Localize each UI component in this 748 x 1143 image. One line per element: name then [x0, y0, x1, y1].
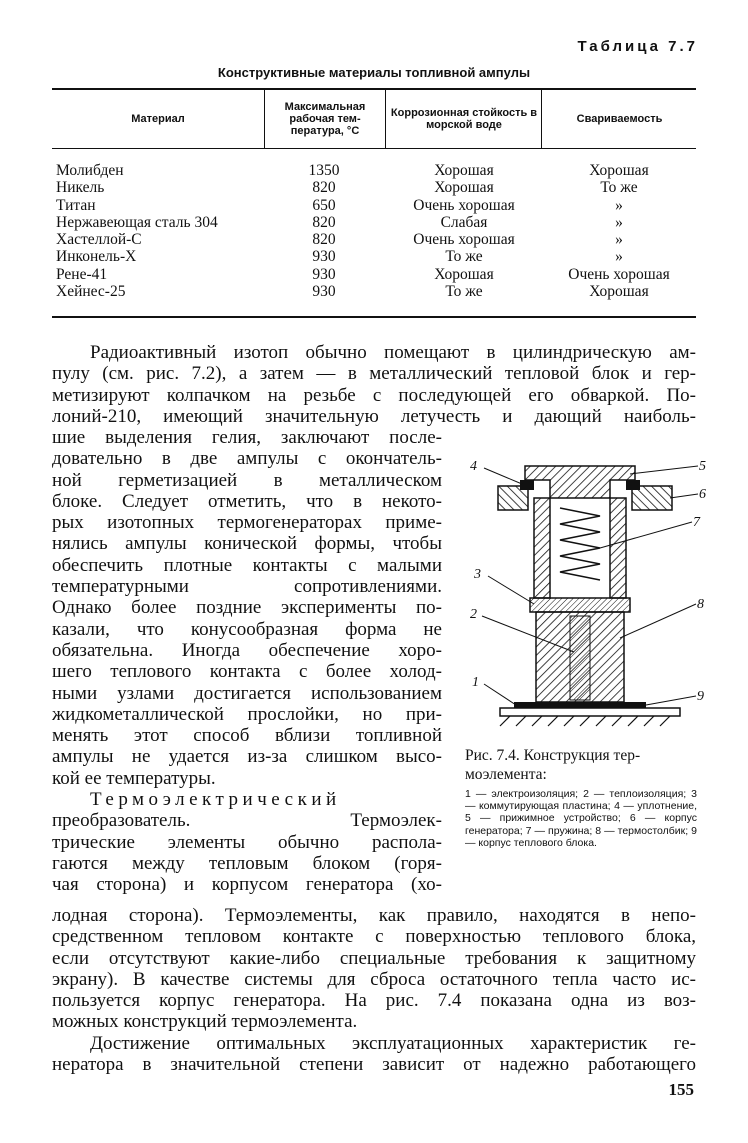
label-6: 6: [699, 487, 706, 502]
thermoelement-diagram: [470, 458, 710, 738]
text-line: пулу (см. рис. 7.2), а затем — в металлический тепловой блок и гер-: [52, 363, 696, 385]
label-2: 2: [470, 607, 477, 622]
cell-material: Хастеллой-С: [56, 231, 142, 249]
text-line: ными узлами достигается использованием: [52, 682, 442, 704]
cell-corrosion: То же: [445, 248, 483, 266]
figure-caption-title: Рис. 7.4. Конструкция тер-моэлемента:: [465, 747, 641, 783]
cell-corrosion: Слабая: [440, 213, 488, 231]
cell-weldability: »: [615, 213, 623, 231]
cell-corrosion: Хорошая: [434, 265, 494, 283]
section-heading: Термоэлектрический: [90, 789, 341, 811]
cell-temperature: 930: [312, 283, 336, 301]
thermal-insulation: [570, 616, 590, 700]
cell-temperature: 820: [312, 213, 336, 231]
figure-caption-legend: 1 — электроизоляция; 2 — теплоизоляция; 3 — коммутирующая пластина; 4 — уплотнение, 5 — прижимное устройство; 6 — корпус генератора; 7 — пружина; 8 — термостолбик; 9 — корпус теплового блока.: [465, 788, 697, 849]
text-line: метизируют колпачком на резьбе с последующей его обваркой. По-: [52, 384, 696, 406]
text-line: рых изотопных термогенераторах приме-: [52, 512, 442, 534]
label-9: 9: [697, 689, 704, 704]
header-material: Материал: [131, 113, 185, 125]
text-line: ампулы не удается из-за слишком высо-: [52, 746, 442, 768]
electrical-insulation: [514, 702, 646, 708]
cell-material: Хейнес-25: [56, 283, 126, 301]
cell-material: Молибден: [56, 162, 124, 179]
table-body: [52, 162, 696, 300]
text-line: экрану). В качестве системы для сброса остаточного тепла часто ис-: [52, 968, 696, 990]
label-3: 3: [474, 567, 481, 582]
text-line: чая сторона) и корпусом генератора (хо-: [52, 874, 442, 896]
text-line: жидкометаллической прослойки, но при-: [52, 703, 442, 725]
table-row: [52, 197, 696, 214]
label-5: 5: [699, 459, 706, 474]
text-line: менять этот способ вблизи топливной: [52, 725, 442, 747]
cell-weldability: Очень хорошая: [568, 265, 670, 283]
text-line: обязательна. Иногда обеспечение хоро-: [52, 639, 442, 661]
header-weldability: Свариваемость: [576, 113, 663, 125]
cell-material: Титан: [56, 196, 96, 214]
cell-material: Нержавеющая сталь 304: [56, 213, 218, 231]
text-line: если отсутствуют какие-либо специальные требования к защитному: [52, 947, 696, 969]
label-4: 4: [470, 459, 477, 474]
text-line: можных конструкций термоэлемента.: [52, 1011, 358, 1033]
page-number: 155: [668, 1080, 694, 1099]
paragraph-1-narrow: [52, 427, 442, 896]
text-line: преобразователь. Термоэлек-: [52, 810, 442, 832]
table-row: [52, 179, 696, 196]
text-line: обеспечить плотные контакты с малыми: [52, 554, 442, 576]
header-corrosion-resistance: Коррозионная стойкость в морской воде: [390, 107, 538, 131]
cell-temperature: 930: [312, 248, 336, 266]
label-8: 8: [697, 597, 704, 612]
table-row: [52, 214, 696, 231]
cell-material: Инконель-X: [56, 248, 137, 266]
text-line: температурными сопротивлениями.: [52, 576, 442, 598]
text-line: казали, что конусообразная форма не: [52, 618, 442, 640]
text-line: средственном тепловом контакте с поверхностью теплового блока,: [52, 926, 696, 948]
text-line: нялись ампулы конической формы, чтобы: [52, 533, 442, 555]
table-row: [52, 231, 696, 248]
label-7: 7: [693, 515, 700, 530]
cell-corrosion: Хорошая: [434, 179, 494, 197]
cell-material: Рене-41: [56, 265, 108, 283]
table-number: Таблица 7.7: [577, 38, 698, 55]
text-line: шего теплового контакта с более холод-: [52, 661, 442, 683]
text-line: блоке. Следует отметить, что в некото-: [52, 490, 442, 512]
seal-left: [520, 480, 534, 490]
cell-weldability: »: [615, 231, 623, 249]
text-line: Достижение оптимальных эксплуатационных характеристик ге-: [90, 1032, 696, 1054]
table-row: [52, 283, 696, 300]
spring: [560, 508, 600, 580]
cell-weldability: »: [615, 248, 623, 266]
cell-weldability: То же: [600, 179, 638, 197]
text-line: Однако более поздние эксперименты по-: [52, 597, 442, 619]
cell-corrosion: Хорошая: [434, 162, 494, 179]
cell-corrosion: Очень хорошая: [413, 196, 515, 214]
cell-weldability: Хорошая: [589, 283, 649, 301]
text-line: лоний-210, имеющий значительную летучесть и дающий наиболь-: [52, 405, 696, 427]
label-1: 1: [472, 675, 479, 690]
cell-corrosion: Очень хорошая: [413, 231, 515, 249]
cell-temperature: 820: [312, 179, 336, 197]
materials-table: [52, 88, 696, 318]
text-line: нератора в значительной степени зависит от надежно работающего: [52, 1054, 696, 1076]
table-row: [52, 248, 696, 265]
text-line: гаются между тепловым блоком (горя-: [52, 852, 442, 874]
cell-temperature: 1350: [308, 162, 340, 179]
cell-weldability: »: [615, 196, 623, 214]
table-row: [52, 162, 696, 179]
text-line: довательно в две ампулы с окончатель-: [52, 448, 442, 470]
paragraph-2-full: [52, 905, 696, 1075]
heat-block-housing: [500, 716, 670, 726]
cell-weldability: Хорошая: [589, 162, 649, 179]
commutating-plate: [530, 598, 630, 612]
cell-material: Никель: [56, 179, 105, 197]
text-line: кой ее температуры.: [52, 767, 216, 789]
table-title: Конструктивные материалы топливной ампулы: [217, 65, 531, 80]
cell-temperature: 930: [312, 265, 336, 283]
text-line: трические элементы обычно распола-: [52, 831, 442, 853]
text-line: пользуется корпус генератора. На рис. 7.4 показана одна из воз-: [52, 990, 696, 1012]
header-max-temperature: Максимальная рабочая тем-пература, °С: [284, 101, 366, 137]
text-line: лодная сторона). Термоэлементы, как правило, находятся в непо-: [52, 905, 696, 926]
text-line: шие выделения гелия, заключают после-: [52, 427, 442, 448]
table-header: [52, 90, 696, 149]
table-row: [52, 266, 696, 283]
pressing-device-part: [525, 466, 635, 498]
text-line: ной герметизацией в металлическом: [52, 469, 442, 491]
paragraph-1-full: [52, 342, 696, 427]
text-line: Радиоактивный изотоп обычно помещают в цилиндрическую ам-: [90, 342, 696, 363]
seal-right: [626, 480, 640, 490]
cell-temperature: 650: [312, 196, 336, 214]
cell-corrosion: То же: [445, 283, 483, 301]
cell-temperature: 820: [312, 231, 336, 249]
